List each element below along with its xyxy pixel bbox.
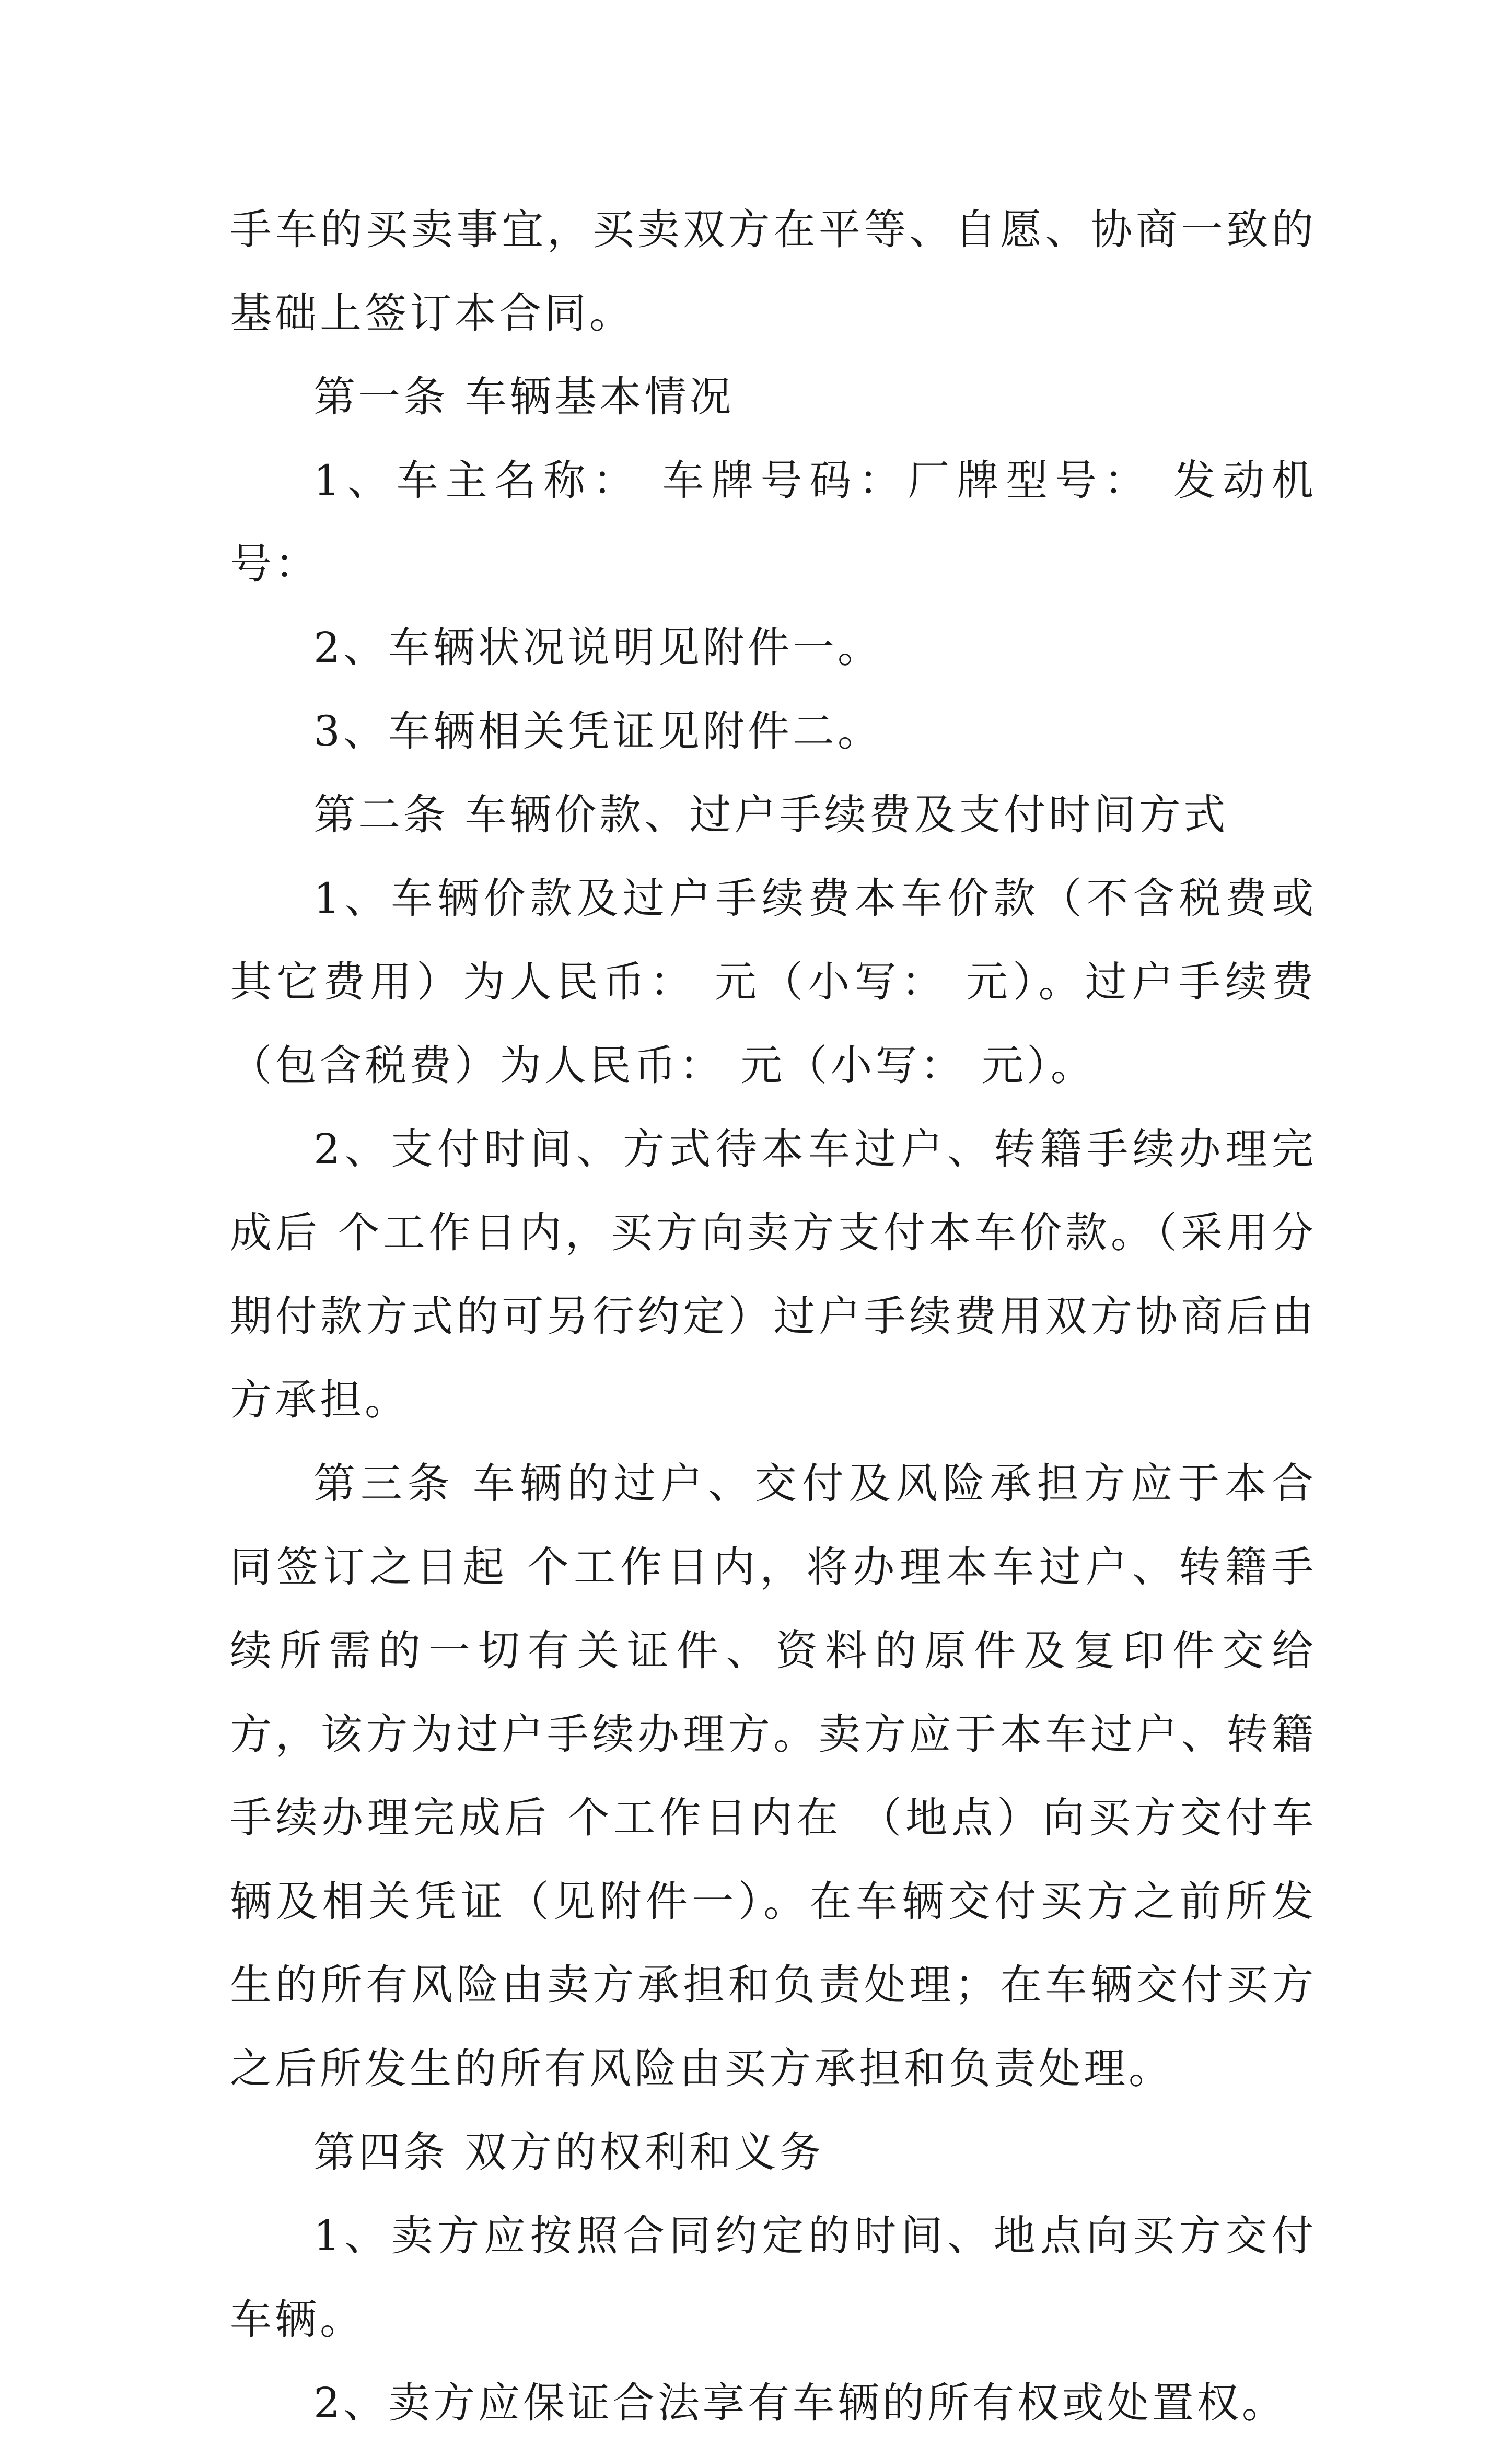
article-3: 第三条 车辆的过户、交付及风险承担方应于本合同签订之日起 个工作日内，将办理本车过户、转籍手续所需的一切有关证件、资料的原件及复印件交给 方，该方为过户手续办理方。卖方应于本车过户、转籍手续办理完成后 个工作日内在 （地点）向买方交付车辆及相关凭证（见附件一）。在车辆交付买方之前所发生的所有风险由卖方承担和负责处理；在车辆交付买方之后所发生的所有风险由买方承担和负责处理。 xyxy=(230,1459,1317,2093)
clause-2-1: 1、车辆价款及过户手续费本车价款（不含税费或其它费用）为人民币： 元（小写： 元）。过户手续费（包含税费）为人民币： 元（小写： 元）。 xyxy=(230,874,1317,1090)
clause-1-2: 2、车辆状况说明见附件一。 xyxy=(313,623,882,672)
heading-article-4: 第四条 双方的权利和义务 xyxy=(313,2128,824,2176)
heading-article-1: 第一条 车辆基本情况 xyxy=(313,372,735,421)
paragraph-intro-continuation: 手车的买卖事宜，买卖双方在平等、自愿、协商一致的基础上签订本合同。 xyxy=(230,205,1317,337)
clause-1-3: 3、车辆相关凭证见附件二。 xyxy=(313,707,882,755)
clause-2-2: 2、支付时间、方式待本车过户、转籍手续办理完成后 个工作日内，买方向卖方支付本车价款。（采用分期付款方式的可另行约定）过户手续费用双方协商后由 方承担。 xyxy=(230,1125,1317,1424)
clause-4-1: 1、卖方应按照合同约定的时间、地点向买方交付车辆。 xyxy=(230,2211,1317,2344)
contract-body xyxy=(230,188,1317,2445)
heading-article-2: 第二条 车辆价款、过户手续费及支付时间方式 xyxy=(313,790,1229,839)
clause-1-1: 1、车主名称： 车牌号码：厂牌型号： 发动机号： xyxy=(230,456,1317,588)
clause-4-2: 2、卖方应保证合法享有车辆的所有权或处置权。 xyxy=(313,2379,1287,2427)
